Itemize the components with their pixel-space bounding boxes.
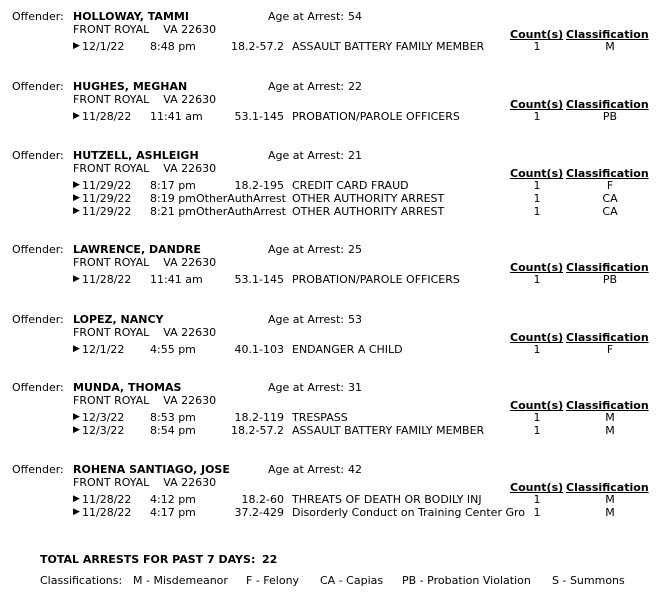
age-value: 22 (348, 80, 362, 93)
legend-felony: F - Felony (246, 574, 300, 587)
offender-address: FRONT ROYAL VA 22630 (73, 162, 217, 175)
total-arrests-value: 22 (262, 553, 278, 566)
charge-classification: M (605, 493, 615, 506)
charge-count: 1 (533, 110, 541, 123)
charge-date: 12/1/22 (82, 40, 125, 53)
charge-classification: CA (602, 192, 618, 205)
age-label: Age at Arrest: (268, 10, 344, 23)
legend-misdemeanor: M - Misdemeanor (133, 574, 228, 587)
offender-address: FRONT ROYAL VA 22630 (73, 23, 217, 36)
charge-time: 4:12 pm (150, 493, 196, 506)
charge-date: 11/28/22 (82, 493, 132, 506)
count-header: Count(s) (510, 28, 564, 41)
offender-label: Offender: (12, 463, 64, 476)
age-label: Age at Arrest: (268, 463, 344, 476)
offender-name: MUNDA, THOMAS (73, 381, 182, 394)
offender-label: Offender: (12, 243, 64, 256)
charge-arrow-icon: ▶ (73, 41, 80, 51)
classifications-label: Classifications: (40, 574, 123, 587)
charge-classification: PB (602, 110, 618, 123)
offender-name: LAWRENCE, DANDRE (73, 243, 201, 256)
charge-date: 11/28/22 (82, 506, 132, 519)
charge-time: 8:17 pm (150, 179, 196, 192)
charge-time: 8:48 pm (150, 40, 196, 53)
charge-description: CREDIT CARD FRAUD (292, 179, 409, 192)
charge-description: PROBATION/PAROLE OFFICERS (292, 273, 460, 286)
age-value: 25 (348, 243, 362, 256)
charge-classification: M (605, 506, 615, 519)
charge-arrow-icon: ▶ (73, 274, 80, 284)
classification-header: Classification (566, 98, 649, 111)
classification-header: Classification (566, 331, 649, 344)
charge-arrow-icon: ▶ (73, 507, 80, 517)
charge-time: 11:41 am (150, 110, 203, 123)
charge-classification: M (605, 424, 615, 437)
charge-time: 8:19 pm (150, 192, 196, 205)
charge-arrow-icon: ▶ (73, 193, 80, 203)
charge-statute: 18.2-60 (241, 493, 284, 506)
charge-arrow-icon: ▶ (73, 206, 80, 216)
charge-statute: 53.1-145 (234, 273, 284, 286)
charge-count: 1 (533, 192, 541, 205)
legend-probation-violation: PB - Probation Violation (402, 574, 531, 587)
charge-count: 1 (533, 343, 541, 356)
charge-arrow-icon: ▶ (73, 180, 80, 190)
count-header: Count(s) (510, 261, 564, 274)
charge-date: 11/29/22 (82, 205, 132, 218)
total-arrests-label: TOTAL ARRESTS FOR PAST 7 DAYS: (40, 553, 256, 566)
charge-date: 12/3/22 (82, 424, 125, 437)
charge-classification: M (605, 40, 615, 53)
age-label: Age at Arrest: (268, 243, 344, 256)
count-header: Count(s) (510, 331, 564, 344)
charge-date: 11/28/22 (82, 273, 132, 286)
classification-header: Classification (566, 481, 649, 494)
offender-name: HOLLOWAY, TAMMI (73, 10, 189, 23)
count-header: Count(s) (510, 167, 564, 180)
charge-date: 12/1/22 (82, 343, 125, 356)
charge-description: OTHER AUTHORITY ARREST (292, 205, 445, 218)
classification-header: Classification (566, 261, 649, 274)
offender-address: FRONT ROYAL VA 22630 (73, 326, 217, 339)
charge-arrow-icon: ▶ (73, 425, 80, 435)
age-value: 31 (348, 381, 362, 394)
classification-header: Classification (566, 399, 649, 412)
offender-label: Offender: (12, 313, 64, 326)
charge-description: PROBATION/PAROLE OFFICERS (292, 110, 460, 123)
classification-header: Classification (566, 167, 649, 180)
age-label: Age at Arrest: (268, 381, 344, 394)
charge-description: ASSAULT BATTERY FAMILY MEMBER (292, 40, 485, 53)
age-value: 21 (348, 149, 362, 162)
charge-statute: 18.2-195 (234, 179, 284, 192)
offender-address: FRONT ROYAL VA 22630 (73, 476, 217, 489)
charge-date: 11/28/22 (82, 110, 132, 123)
charge-count: 1 (533, 273, 541, 286)
charge-count: 1 (533, 493, 541, 506)
age-label: Age at Arrest: (268, 149, 344, 162)
charge-count: 1 (533, 179, 541, 192)
charge-count: 1 (533, 205, 541, 218)
charge-description: THREATS OF DEATH OR BODILY INJ (292, 493, 482, 506)
charge-statute: 18.2-57.2 (231, 40, 284, 53)
offender-label: Offender: (12, 381, 64, 394)
charge-arrow-icon: ▶ (73, 494, 80, 504)
offender-name: HUGHES, MEGHAN (73, 80, 188, 93)
charge-time: 4:17 pm (150, 506, 196, 519)
charge-classification: M (605, 411, 615, 424)
age-value: 54 (348, 10, 362, 23)
offender-label: Offender: (12, 80, 64, 93)
classification-header: Classification (566, 28, 649, 41)
charge-statute: 53.1-145 (234, 110, 284, 123)
age-label: Age at Arrest: (268, 80, 344, 93)
count-header: Count(s) (510, 98, 564, 111)
charge-time: 8:53 pm (150, 411, 196, 424)
charge-arrow-icon: ▶ (73, 111, 80, 121)
charge-date: 11/29/22 (82, 192, 132, 205)
age-value: 53 (348, 313, 362, 326)
charge-classification: PB (602, 273, 618, 286)
offender-name: HUTZELL, ASHLEIGH (73, 149, 199, 162)
offender-label: Offender: (12, 149, 64, 162)
charge-statute: 40.1-103 (234, 343, 284, 356)
charge-time: 4:55 pm (150, 343, 196, 356)
charge-time: 8:21 pm (150, 205, 196, 218)
age-label: Age at Arrest: (268, 313, 344, 326)
charge-count: 1 (533, 424, 541, 437)
offender-name: LOPEZ, NANCY (73, 313, 164, 326)
charge-count: 1 (533, 40, 541, 53)
offender-address: FRONT ROYAL VA 22630 (73, 394, 217, 407)
charge-type: OtherAuthArrest (196, 192, 286, 205)
charge-description: ENDANGER A CHILD (292, 343, 403, 356)
charge-time: 11:41 am (150, 273, 203, 286)
charge-statute: 18.2-119 (234, 411, 284, 424)
charge-date: 11/29/22 (82, 179, 132, 192)
charge-description: ASSAULT BATTERY FAMILY MEMBER (292, 424, 485, 437)
charge-description: TRESPASS (292, 411, 348, 424)
charge-arrow-icon: ▶ (73, 344, 80, 354)
offender-address: FRONT ROYAL VA 22630 (73, 93, 217, 106)
charge-description: OTHER AUTHORITY ARREST (292, 192, 445, 205)
charge-date: 12/3/22 (82, 411, 125, 424)
charge-description: Disorderly Conduct on Training Center Gro (292, 506, 525, 519)
offender-address: FRONT ROYAL VA 22630 (73, 256, 217, 269)
charge-classification: CA (602, 205, 618, 218)
age-value: 42 (348, 463, 362, 476)
charge-classification: F (606, 343, 614, 356)
charge-statute: 18.2-57.2 (231, 424, 284, 437)
legend-capias: CA - Capias (320, 574, 384, 587)
legend-summons: S - Summons (552, 574, 625, 587)
charge-arrow-icon: ▶ (73, 412, 80, 422)
charge-classification: F (606, 179, 614, 192)
charge-count: 1 (533, 411, 541, 424)
offender-label: Offender: (12, 10, 64, 23)
charge-statute: 37.2-429 (234, 506, 284, 519)
count-header: Count(s) (510, 481, 564, 494)
charge-type: OtherAuthArrest (196, 205, 286, 218)
count-header: Count(s) (510, 399, 564, 412)
charge-time: 8:54 pm (150, 424, 196, 437)
charge-count: 1 (533, 506, 541, 519)
offender-name: ROHENA SANTIAGO, JOSE (73, 463, 230, 476)
